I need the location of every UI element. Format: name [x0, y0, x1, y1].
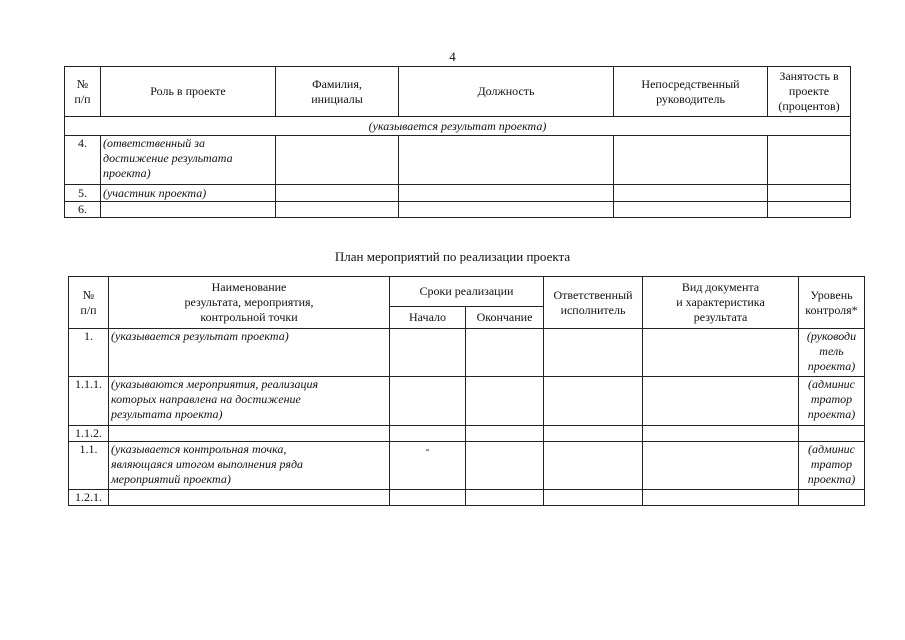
plan-row-responsible [544, 329, 643, 377]
table-row [69, 490, 865, 506]
team-row-role: (ответственный за достижение результата проекта) [101, 136, 276, 185]
plan-header-level: Уровень контроля* [799, 277, 865, 329]
plan-row-name [109, 490, 390, 506]
team-row-role [101, 202, 276, 218]
plan-row-responsible [544, 426, 643, 442]
plan-row-doc [643, 426, 799, 442]
plan-row-start [390, 490, 466, 506]
team-header-position: Должность [399, 67, 614, 117]
table-row [69, 329, 865, 377]
plan-row-name [109, 426, 390, 442]
table-row [65, 202, 851, 218]
plan-row-responsible [544, 442, 643, 490]
plan-header-responsible: Ответственный исполнитель [544, 277, 643, 329]
plan-header-num: № п/п [69, 277, 109, 329]
plan-row-doc [643, 442, 799, 490]
team-row-num: 6. [65, 202, 101, 218]
plan-row-end [466, 377, 544, 426]
plan-row-end [466, 442, 544, 490]
plan-header-end: Окончание [466, 307, 544, 329]
plan-row-level [799, 426, 865, 442]
plan-row-responsible [544, 490, 643, 506]
team-row-employment [768, 136, 851, 185]
team-row-position [399, 136, 614, 185]
plan-row-start [390, 329, 466, 377]
table-row [69, 377, 865, 426]
team-row-num: 4. [65, 136, 101, 185]
table-row [69, 442, 865, 490]
team-header-num: № п/п [65, 67, 101, 117]
plan-row-num: 1.1.1. [69, 377, 109, 426]
project-team-table [64, 66, 851, 218]
plan-header-name: Наименование результата, мероприятия, контрольной точки [109, 277, 390, 329]
plan-row-start [390, 377, 466, 426]
team-row-supervisor [614, 185, 768, 202]
plan-row-start [390, 426, 466, 442]
team-row-name [276, 185, 399, 202]
plan-row-end [466, 329, 544, 377]
plan-row-responsible [544, 377, 643, 426]
plan-row-num: 1. [69, 329, 109, 377]
plan-row-end [466, 490, 544, 506]
team-row-num: 5. [65, 185, 101, 202]
plan-row-name: (указывается результат проекта) [109, 329, 390, 377]
team-row-supervisor [614, 136, 768, 185]
team-row-position [399, 185, 614, 202]
team-row-name [276, 202, 399, 218]
table-row [69, 426, 865, 442]
plan-row-num: 1.1. [69, 442, 109, 490]
plan-row-end [466, 426, 544, 442]
team-section-label: (указывается результат проекта) [65, 117, 851, 136]
team-row-role: (участник проекта) [101, 185, 276, 202]
plan-row-doc [643, 329, 799, 377]
plan-header-doc: Вид документа и характеристика результата [643, 277, 799, 329]
table-row [65, 136, 851, 185]
table-row [65, 185, 851, 202]
plan-row-start: - [390, 442, 466, 490]
team-row-employment [768, 202, 851, 218]
plan-row-level: (админис тратор проекта) [799, 442, 865, 490]
team-row-supervisor [614, 202, 768, 218]
plan-row-num: 1.1.2. [69, 426, 109, 442]
team-header-role: Роль в проекте [101, 67, 276, 117]
team-header-row [65, 67, 851, 117]
plan-header-start: Начало [390, 307, 466, 329]
plan-row-level: (админис тратор проекта) [799, 377, 865, 426]
plan-row-level [799, 490, 865, 506]
team-row-name [276, 136, 399, 185]
plan-header-terms: Сроки реализации [390, 277, 544, 307]
team-header-name: Фамилия, инициалы [276, 67, 399, 117]
plan-title: План мероприятий по реализации проекта [334, 249, 571, 264]
action-plan-table [68, 276, 865, 506]
team-section-row [65, 117, 851, 136]
team-row-position [399, 202, 614, 218]
plan-row-name: (указываются мероприятия, реализация которых направлена на достижение результата проекта) [109, 377, 390, 426]
plan-row-doc [643, 377, 799, 426]
plan-header-row [69, 277, 865, 307]
team-header-employment: Занятость в проекте (процентов) [768, 67, 851, 117]
plan-row-doc [643, 490, 799, 506]
plan-row-name: (указывается контрольная точка, являющаяся итогом выполнения ряда мероприятий проекта) [109, 442, 390, 490]
team-row-employment [768, 185, 851, 202]
team-header-supervisor: Непосредственный руководитель [614, 67, 768, 117]
plan-row-num: 1.2.1. [69, 490, 109, 506]
plan-row-level: (руководи тель проекта) [799, 329, 865, 377]
page-number: 4 [449, 49, 456, 64]
